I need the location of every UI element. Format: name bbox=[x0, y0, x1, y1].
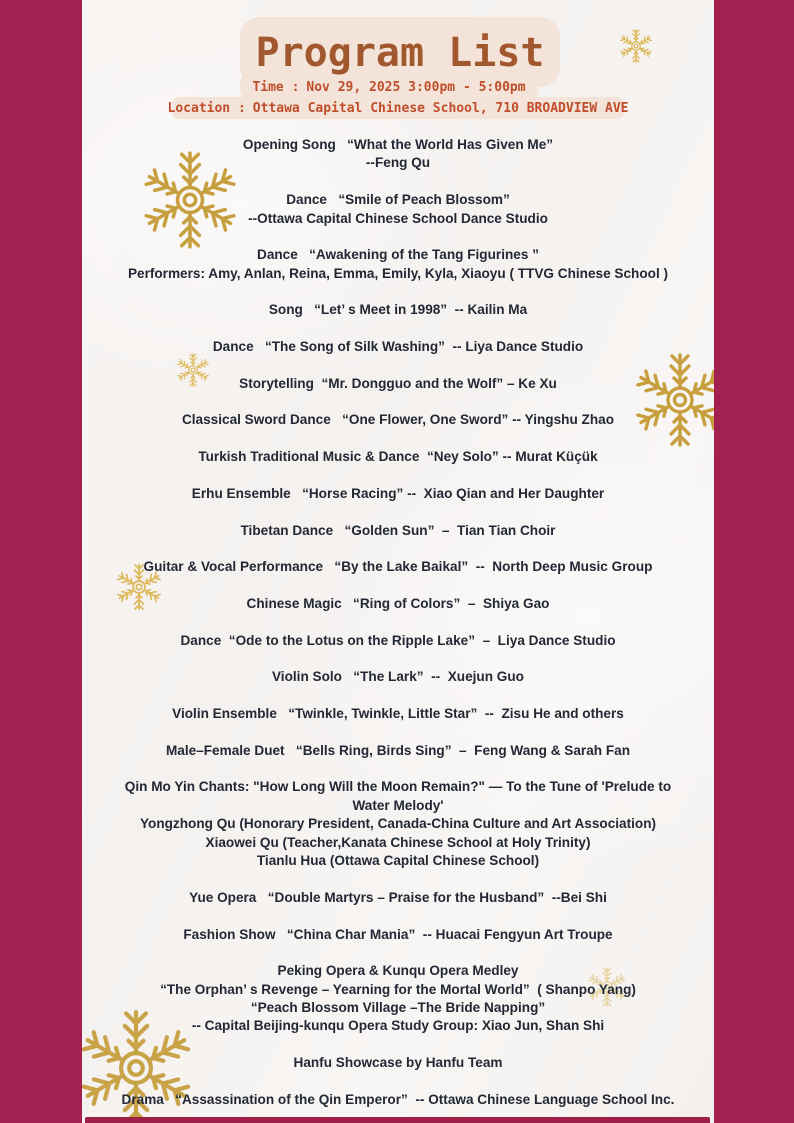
program-line: -- Capital Beijing-kunqu Opera Study Group: Xiao Jun, Shan Shi bbox=[191, 1018, 605, 1034]
program-line: Opening Song “What the World Has Given Me” bbox=[242, 137, 554, 152]
program-list bbox=[90, 136, 706, 1123]
program-line: “The Orphan’ s Revenge – Yearning for the Mortal World” ( Shanpo Yang) bbox=[160, 981, 636, 997]
program-item bbox=[90, 962, 706, 1036]
program-line: Tibetan Dance “Golden Sun” – Tian Tian Choir bbox=[240, 522, 556, 538]
program-line: Performers: Amy, Anlan, Reina, Emma, Emily, Kyla, Xiaoyu ( TTVG Chinese School ) bbox=[127, 265, 669, 281]
program-item bbox=[90, 522, 706, 540]
program-line: --Ottawa Capital Chinese School Dance Studio bbox=[248, 210, 548, 226]
program-line: Male–Female Duet “Bells Ring, Birds Sing” – Feng Wang & Sarah Fan bbox=[165, 742, 631, 758]
location-label: Location : bbox=[167, 100, 246, 116]
program-line: Dance “The Song of Silk Washing” -- Liya Dance Studio bbox=[212, 339, 584, 355]
page-title: Program List bbox=[255, 30, 545, 76]
program-line: Chinese Magic “Ring of Colors” – Shiya Gao bbox=[246, 595, 550, 611]
program-item bbox=[90, 375, 706, 393]
program-line: Song “Let’ s Meet in 1998” -- Kailin Ma bbox=[268, 302, 528, 318]
program-line: Qin Mo Yin Chants: "How Long Will the Moon Remain?" — To the Tune of 'Prelude to bbox=[124, 779, 672, 795]
program-item bbox=[90, 1091, 706, 1109]
program-line: --Feng Qu bbox=[365, 155, 431, 171]
program-item bbox=[90, 742, 706, 760]
program-item bbox=[90, 926, 706, 944]
snowflake-icon bbox=[618, 28, 654, 64]
program-line: Dance “Ode to the Lotus on the Ripple Lake” – Liya Dance Studio bbox=[180, 632, 616, 648]
program-line: Yue Opera “Double Martyrs – Praise for the Husband” --Bei Shi bbox=[189, 889, 607, 905]
program-line: Guitar & Vocal Performance “By the Lake Baikal” -- North Deep Music Group bbox=[143, 559, 653, 575]
program-line: Dance “Awakening of the Tang Figurines ” bbox=[257, 247, 539, 263]
location-value: Ottawa Capital Chinese School, 710 BROADVIEW AVE bbox=[252, 100, 629, 116]
program-line: Storytelling “Mr. Dongguo and the Wolf” – Ke Xu bbox=[239, 375, 557, 391]
program-line: Hanfu Showcase by Hanfu Team bbox=[293, 1055, 503, 1071]
event-location bbox=[167, 97, 629, 119]
program-line: Violin Solo “The Lark” -- Xuejun Guo bbox=[271, 669, 524, 685]
program-item bbox=[90, 668, 706, 686]
program-item bbox=[90, 632, 706, 650]
program-item bbox=[90, 1054, 706, 1072]
time-value: Nov 29, 2025 3:00pm - 5:00pm bbox=[306, 79, 526, 95]
program-item bbox=[90, 485, 706, 503]
program-item bbox=[90, 338, 706, 356]
program-item bbox=[90, 705, 706, 723]
program-item bbox=[90, 301, 706, 319]
program-line: Fashion Show “China Char Mania” -- Huacai Fengyun Art Troupe bbox=[183, 926, 613, 942]
time-label: Time : bbox=[252, 79, 300, 95]
bottom-accent-bar bbox=[85, 1117, 710, 1123]
program-line: Water Melody' bbox=[352, 797, 444, 813]
program-line: Peking Opera & Kunqu Opera Medley bbox=[277, 963, 519, 979]
program-line: Turkish Traditional Music & Dance “Ney Solo” -- Murat Küçük bbox=[198, 449, 598, 465]
program-line: Xiaowei Qu (Teacher,Kanata Chinese School at Holy Trinity) bbox=[205, 834, 591, 850]
program-line: Tianlu Hua (Ottawa Capital Chinese School) bbox=[256, 853, 540, 869]
program-line: Yongzhong Qu (Honorary President, Canada-China Culture and Art Association) bbox=[139, 816, 657, 832]
program-line: Violin Ensemble “Twinkle, Twinkle, Little Star” -- Zisu He and others bbox=[172, 706, 624, 722]
program-item bbox=[90, 411, 706, 429]
program-item bbox=[90, 595, 706, 613]
program-item bbox=[90, 778, 706, 870]
program-item bbox=[90, 558, 706, 576]
program-line: Classical Sword Dance “One Flower, One Sword” -- Yingshu Zhao bbox=[181, 412, 615, 428]
program-item bbox=[90, 246, 706, 283]
program-item bbox=[90, 889, 706, 907]
program-line: Drama “Assassination of the Qin Emperor” -- Ottawa Chinese Language School Inc. bbox=[121, 1091, 675, 1107]
program-line: “Peach Blossom Village –The Bride Napping” bbox=[250, 1000, 546, 1016]
program-line: Dance “Smile of Peach Blossom” bbox=[286, 192, 510, 208]
program-item bbox=[90, 136, 706, 173]
paper bbox=[82, 0, 714, 1123]
program-line: Erhu Ensemble “Horse Racing” -- Xiao Qian and Her Daughter bbox=[191, 485, 605, 501]
program-item bbox=[90, 191, 706, 228]
program-item bbox=[90, 448, 706, 466]
left-border bbox=[0, 0, 82, 1123]
event-time bbox=[240, 76, 538, 98]
right-border bbox=[714, 0, 794, 1123]
